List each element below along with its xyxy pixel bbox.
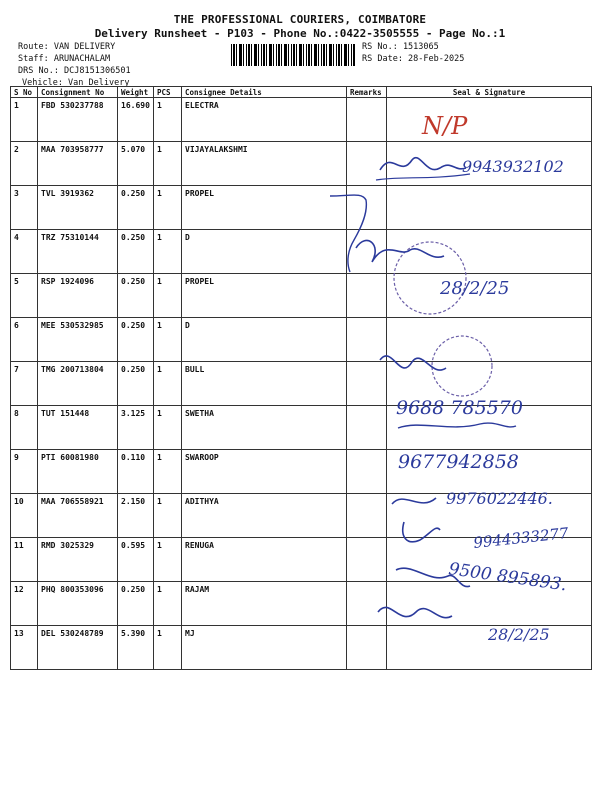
cell-pcs: 1 xyxy=(154,494,182,538)
cell-sno: 1 xyxy=(11,98,38,142)
cell-pcs: 1 xyxy=(154,582,182,626)
cell-sno: 10 xyxy=(11,494,38,538)
cell-seal-signature xyxy=(387,142,592,186)
cell-pcs: 1 xyxy=(154,450,182,494)
cell-sno: 5 xyxy=(11,274,38,318)
col-pcs: PCS xyxy=(154,87,182,98)
cell-pcs: 1 xyxy=(154,230,182,274)
cell-remarks xyxy=(347,538,387,582)
cell-remarks xyxy=(347,230,387,274)
cell-consignment: TMG 200713804 xyxy=(38,362,118,406)
cell-remarks xyxy=(347,362,387,406)
hw-phone-row2: 9943932102 xyxy=(462,157,564,176)
hw-phone-row8: 9688 785570 xyxy=(396,397,523,419)
cell-consignment: RMD 3025329 xyxy=(38,538,118,582)
runsheet-meta-right xyxy=(362,41,464,65)
cell-consignment: PTI 60081980 xyxy=(38,450,118,494)
table-row xyxy=(11,318,592,362)
cell-seal-signature xyxy=(387,450,592,494)
cell-consignee: SWAROOP xyxy=(182,450,347,494)
cell-consignment: MAA 703958777 xyxy=(38,142,118,186)
col-remarks: Remarks xyxy=(347,87,387,98)
cell-consignment: TRZ 75310144 xyxy=(38,230,118,274)
cell-weight: 0.250 xyxy=(118,230,154,274)
cell-consignee: RAJAM xyxy=(182,582,347,626)
cell-consignee: BULL xyxy=(182,362,347,406)
cell-weight: 0.250 xyxy=(118,362,154,406)
hw-phone-row11: 9944333277 xyxy=(472,524,570,552)
cell-remarks xyxy=(347,406,387,450)
table-row xyxy=(11,98,592,142)
cell-consignment: DEL 530248789 xyxy=(38,626,118,670)
company-title: THE PROFESSIONAL COURIERS, COIMBATORE xyxy=(173,13,427,26)
cell-pcs: 1 xyxy=(154,626,182,670)
cell-consignment: FBD 530237788 xyxy=(38,98,118,142)
cell-weight: 3.125 xyxy=(118,406,154,450)
cell-consignee: D xyxy=(182,318,347,362)
cell-sno: 8 xyxy=(11,406,38,450)
cell-consignee: ELECTRA xyxy=(182,98,347,142)
table-row xyxy=(11,450,592,494)
cell-remarks xyxy=(347,318,387,362)
table-row xyxy=(11,406,592,450)
col-weight: Weight xyxy=(118,87,154,98)
table-row xyxy=(11,142,592,186)
hw-not-present: N/P xyxy=(422,112,468,140)
cell-consignee: MJ xyxy=(182,626,347,670)
cell-weight: 16.690 xyxy=(118,98,154,142)
cell-seal-signature xyxy=(387,538,592,582)
hw-phone-row12: 9500 895893. xyxy=(447,559,568,596)
cell-remarks xyxy=(347,98,387,142)
cell-pcs: 1 xyxy=(154,406,182,450)
cell-weight: 0.595 xyxy=(118,538,154,582)
table-row xyxy=(11,274,592,318)
staff-label: Staff: ARUNACHALAM xyxy=(18,54,111,64)
col-seal-signature: Seal & Signature xyxy=(387,87,592,98)
cell-weight: 5.070 xyxy=(118,142,154,186)
cell-weight: 0.250 xyxy=(118,186,154,230)
table-body xyxy=(11,98,592,670)
cell-seal-signature xyxy=(387,230,592,274)
route-label: Route: VAN DELIVERY xyxy=(18,42,116,52)
col-consignment: Consignment No xyxy=(38,87,118,98)
cell-sno: 3 xyxy=(11,186,38,230)
cell-pcs: 1 xyxy=(154,318,182,362)
cell-consignee: PROPEL xyxy=(182,274,347,318)
cell-sno: 11 xyxy=(11,538,38,582)
hw-phone-row9: 9677942858 xyxy=(398,451,519,473)
cell-weight: 0.250 xyxy=(118,274,154,318)
cell-remarks xyxy=(347,450,387,494)
cell-consignee: RENUGA xyxy=(182,538,347,582)
drs-number: DRS No.: DCJ8151306501 xyxy=(18,66,131,76)
cell-seal-signature xyxy=(387,582,592,626)
cell-sno: 6 xyxy=(11,318,38,362)
cell-sno: 13 xyxy=(11,626,38,670)
table-row xyxy=(11,362,592,406)
barcode xyxy=(231,44,356,66)
runsheet-subtitle: Delivery Runsheet - P103 - Phone No.:0422-3505555 - Page No.:1 xyxy=(94,27,506,40)
cell-sno: 7 xyxy=(11,362,38,406)
cell-seal-signature xyxy=(387,626,592,670)
cell-consignment: MAA 706558921 xyxy=(38,494,118,538)
cell-consignee: D xyxy=(182,230,347,274)
cell-seal-signature xyxy=(387,186,592,230)
rs-date: RS Date: 28-Feb-2025 xyxy=(362,54,465,64)
cell-seal-signature xyxy=(387,98,592,142)
cell-pcs: 1 xyxy=(154,142,182,186)
cell-pcs: 1 xyxy=(154,98,182,142)
table-row xyxy=(11,626,592,670)
cell-sno: 2 xyxy=(11,142,38,186)
cell-weight: 0.250 xyxy=(118,318,154,362)
cell-seal-signature xyxy=(387,494,592,538)
cell-remarks xyxy=(347,274,387,318)
cell-weight: 0.250 xyxy=(118,582,154,626)
runsheet-meta-left xyxy=(18,41,131,89)
cell-remarks xyxy=(347,582,387,626)
table-row xyxy=(11,494,592,538)
cell-pcs: 1 xyxy=(154,274,182,318)
cell-consignment: TUT 151448 xyxy=(38,406,118,450)
cell-remarks xyxy=(347,626,387,670)
table-row xyxy=(11,230,592,274)
cell-remarks xyxy=(347,186,387,230)
cell-consignee: ADITHYA xyxy=(182,494,347,538)
col-consignee: Consignee Details xyxy=(182,87,347,98)
cell-weight: 2.150 xyxy=(118,494,154,538)
vehicle-label: Vehicle: Van Delivery xyxy=(22,78,130,88)
hw-date-row5: 28/2/25 xyxy=(440,278,510,299)
cell-consignee: SWETHA xyxy=(182,406,347,450)
cell-seal-signature xyxy=(387,362,592,406)
cell-consignment: PHQ 800353096 xyxy=(38,582,118,626)
table-row xyxy=(11,582,592,626)
cell-remarks xyxy=(347,494,387,538)
cell-consignee: PROPEL xyxy=(182,186,347,230)
cell-seal-signature xyxy=(387,406,592,450)
cell-weight: 0.110 xyxy=(118,450,154,494)
cell-seal-signature xyxy=(387,318,592,362)
rs-number: RS No.: 1513065 xyxy=(362,42,439,52)
cell-remarks xyxy=(347,142,387,186)
table-row xyxy=(11,186,592,230)
cell-pcs: 1 xyxy=(154,362,182,406)
cell-consignment: RSP 1924096 xyxy=(38,274,118,318)
cell-sno: 4 xyxy=(11,230,38,274)
col-sno: S No xyxy=(11,87,38,98)
table-row xyxy=(11,538,592,582)
cell-consignment: TVL 3919362 xyxy=(38,186,118,230)
table-header-row xyxy=(11,87,592,98)
cell-consignee: VIJAYALAKSHMI xyxy=(182,142,347,186)
cell-sno: 12 xyxy=(11,582,38,626)
hw-phone-row10: 9976022446. xyxy=(446,489,553,508)
cell-pcs: 1 xyxy=(154,538,182,582)
cell-seal-signature xyxy=(387,274,592,318)
cell-pcs: 1 xyxy=(154,186,182,230)
hw-date-row13: 28/2/25 xyxy=(488,625,550,644)
cell-consignment: MEE 530532985 xyxy=(38,318,118,362)
cell-sno: 9 xyxy=(11,450,38,494)
runsheet-table xyxy=(10,86,592,670)
cell-weight: 5.390 xyxy=(118,626,154,670)
